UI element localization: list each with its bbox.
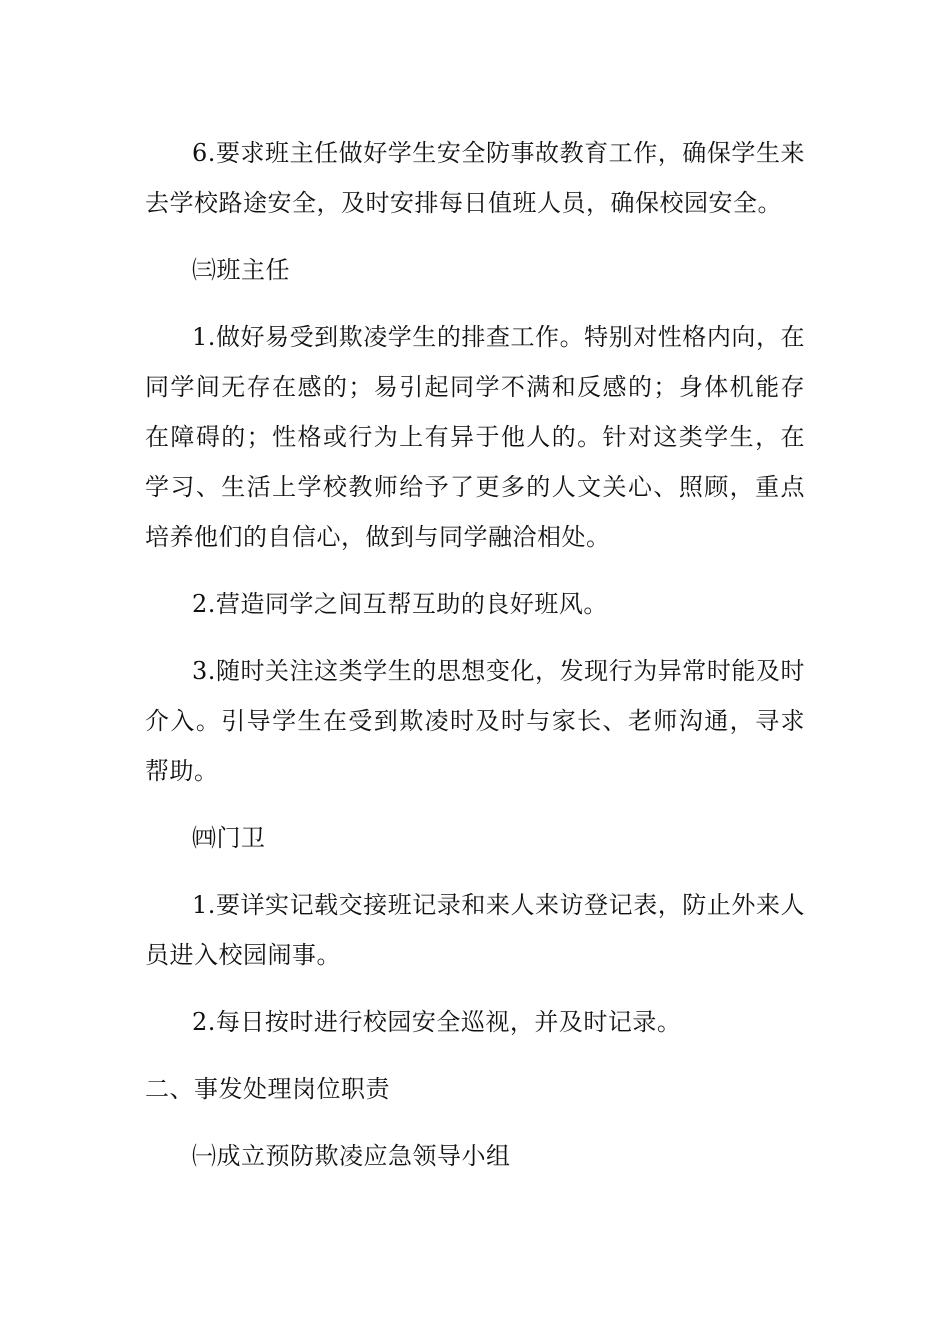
paragraph-visitor-log: 1.要详实记载交接班记录和来人来访登记表，防止外来人员进入校园闹事。 — [145, 891, 805, 969]
paragraph-class-atmosphere: 2.营造同学之间互帮互助的良好班风。 — [192, 590, 608, 618]
paragraph-monitoring: 3.随时关注这类学生的思想变化，发现行为异常时能及时介入。引导学生在受到欺凌时及时与家长、老师沟通，寻求帮助。 — [145, 657, 805, 785]
section-heading-gatekeeper: ㈣门卫 — [192, 824, 266, 852]
section-heading-leadership-group: ㈠成立预防欺凌应急领导小组 — [192, 1142, 511, 1170]
paragraph-class-teacher-safety: 6.要求班主任做好学生安全防事故教育工作，确保学生来去学校路途安全，及时安排每日值班人员，确保校园安全。 — [145, 139, 805, 217]
document-body — [145, 128, 805, 1198]
section-heading-class-teacher: ㈢班主任 — [192, 256, 290, 284]
paragraph-patrol: 2.每日按时进行校园安全巡视，并及时记录。 — [192, 1008, 682, 1036]
paragraph-screening: 1.做好易受到欺凌学生的排查工作。特别对性格内向，在同学间无存在感的；易引起同学不满和反感的；身体机能存在障碍的；性格或行为上有异于他人的。针对这类学生，在学习、生活上学校教师给予了更多的人文关心、照顾，重点培养他们的自信心，做到与同学融洽相处。 — [145, 323, 805, 551]
section-heading-incident-duties: 二、事发处理岗位职责 — [145, 1075, 390, 1103]
